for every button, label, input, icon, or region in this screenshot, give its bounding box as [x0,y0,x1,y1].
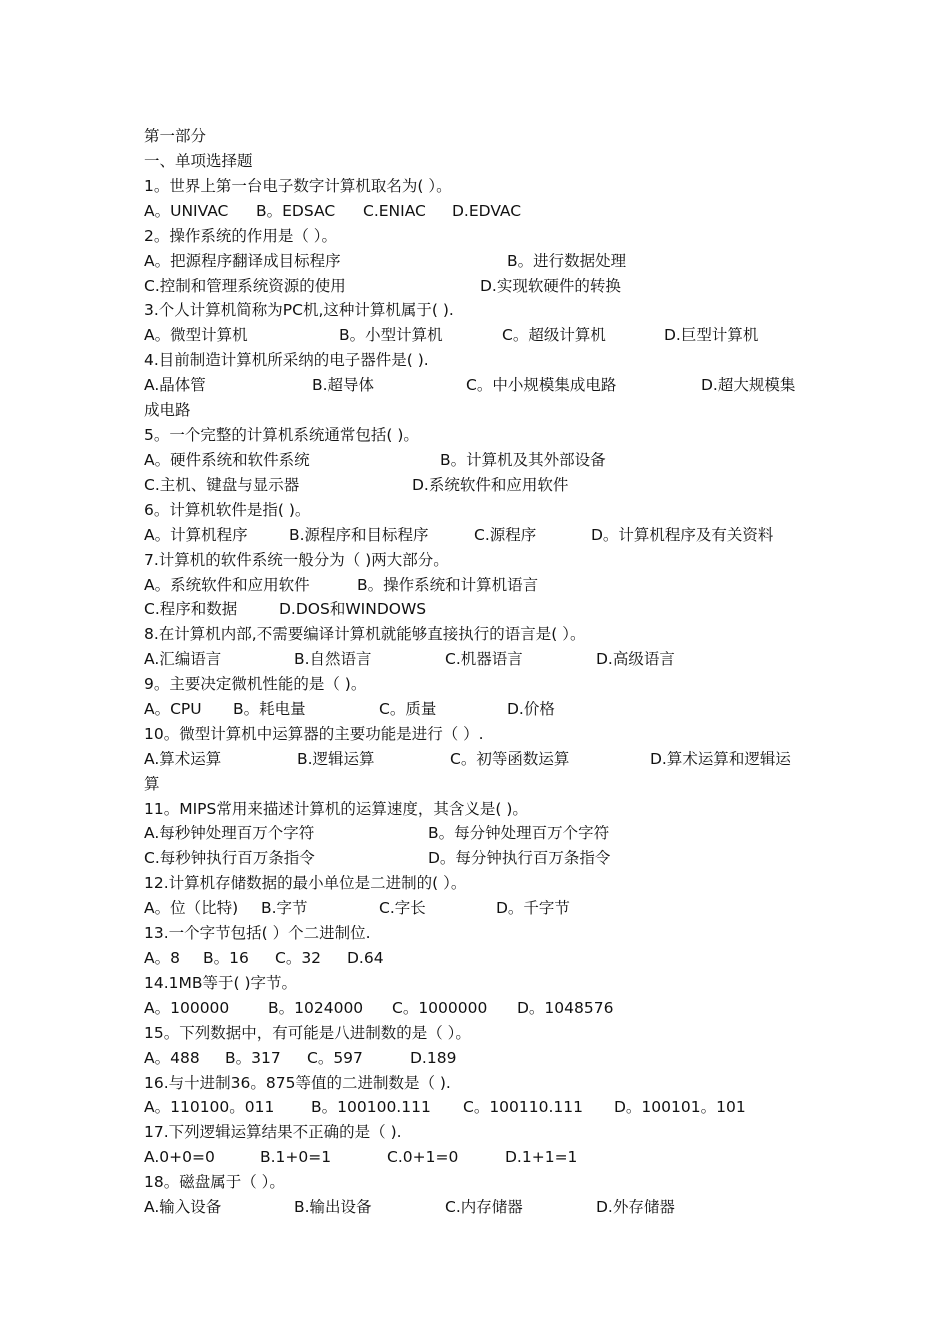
question-stem: 1。世界上第一台电子数字计算机取名为( ）。 [144,177,452,195]
question-stem: 2。操作系统的作用是（ ）。 [144,227,338,245]
option-b: B。317 [225,1049,281,1067]
option-d: D。100101。101 [614,1098,746,1116]
option-d: D。千字节 [496,899,570,917]
option-d: D.价格 [507,700,555,718]
option-d: D.DOS和WINDOWS [279,600,427,618]
question-stem: 4.目前制造计算机所采纳的电子器件是( ). [144,351,429,369]
option-b: B。计算机及其外部设备 [440,451,606,469]
question-stem: 14.1MB等于( )字节。 [144,974,298,992]
option-d: D.高级语言 [596,650,675,668]
option-b: B。进行数据处理 [507,252,627,270]
option-b: B.输出设备 [294,1198,372,1216]
option-d: D.1+1=1 [505,1148,578,1166]
option-b: B.超导体 [312,376,375,394]
option-a: A。位（比特) [144,899,239,917]
option-c: C.控制和管理系统资源的使用 [144,277,346,295]
option-b: B.1+0=1 [260,1148,332,1166]
option-d: D.实现软硬件的转换 [480,277,621,295]
option-b: B。小型计算机 [339,326,443,344]
option-b: B。耗电量 [233,700,306,718]
option-a: A.0+0=0 [144,1148,215,1166]
question-stem: 12.计算机存储数据的最小单位是二进制的( ）。 [144,874,467,892]
option-a: A。110100。011 [144,1098,275,1116]
question-stem: 18。磁盘属于（ ）。 [144,1173,285,1191]
option-a: A.汇编语言 [144,650,222,668]
option-b: B。每分钟处理百万个字符 [428,824,610,842]
option-a: A。系统软件和应用软件 [144,576,310,594]
option-a: A.每秒钟处理百万个字符 [144,824,315,842]
option-a: A.算术运算 [144,750,222,768]
option-d: D.外存储器 [596,1198,675,1216]
question-stem: 3.个人计算机简称为PC机,这种计算机属于( ). [144,301,454,319]
option-c: C。质量 [379,700,437,718]
question-stem: 8.在计算机内部,不需要编译计算机就能够直接执行的语言是( ）。 [144,625,586,643]
question-stem: 7.计算机的软件系统一般分为（ )两大部分。 [144,551,449,569]
question-stem: 10。微型计算机中运算器的主要功能是进行（ ）. [144,725,484,743]
option-c: C。超级计算机 [502,326,606,344]
option-b: B.字节 [261,899,308,917]
option-a: A.晶体管 [144,376,206,394]
option-c: C。中小规模集成电路 [466,376,617,394]
question-stem: 9。主要决定微机性能的是（ )。 [144,675,367,693]
option-wrap-text: 成电路 [144,401,191,419]
option-a: A.输入设备 [144,1198,222,1216]
question-stem: 6。计算机软件是指( )。 [144,501,311,519]
option-d: D.算术运算和逻辑运 [650,750,791,768]
option-d: D.189 [410,1049,457,1067]
option-c: C。100110.111 [463,1098,584,1116]
option-c: C.字长 [379,899,426,917]
option-a: A。8 [144,949,180,967]
option-d: D。1048576 [517,999,614,1017]
option-b: B。100100.111 [311,1098,431,1116]
option-d: D.EDVAC [452,202,522,220]
option-d: D。每分钟执行百万条指令 [428,849,611,867]
question-stem: 16.与十进制36。875等值的二进制数是（ ). [144,1074,451,1092]
question-stem: 17.下列逻辑运算结果不正确的是（ ). [144,1123,402,1141]
section-title: 第一部分 [144,127,207,145]
option-b: B。1024000 [268,999,364,1017]
option-a: A。把源程序翻译成目标程序 [144,252,341,270]
subsection-title: 一、单项选择题 [144,152,253,170]
option-d: D.超大规模集 [701,376,796,394]
question-stem: 15。下列数据中，有可能是八进制数的是（ ）。 [144,1024,471,1042]
option-c: C.每秒钟执行百万条指令 [144,849,315,867]
option-d: D.系统软件和应用软件 [412,476,569,494]
option-b: B.源程序和目标程序 [289,526,429,544]
option-d: D。计算机程序及有关资料 [591,526,774,544]
option-c: C.0+1=0 [387,1148,459,1166]
option-b: B。16 [203,949,249,967]
question-stem: 11。MIPS常用来描述计算机的运算速度，其含义是( )。 [144,800,528,818]
option-b: B。EDSAC [256,202,336,220]
option-a: A。硬件系统和软件系统 [144,451,310,469]
option-c: C.ENIAC [363,202,426,220]
option-c: C.内存储器 [445,1198,523,1216]
option-a: A。100000 [144,999,230,1017]
option-b: B。操作系统和计算机语言 [357,576,539,594]
option-c: C。32 [275,949,322,967]
option-b: B.逻辑运算 [297,750,375,768]
option-c: C。1000000 [392,999,488,1017]
option-c: C.源程序 [474,526,537,544]
option-c: C。初等函数运算 [450,750,570,768]
option-c: C。597 [307,1049,363,1067]
option-a: A。UNIVAC [144,202,229,220]
option-a: A。CPU [144,700,202,718]
option-a: A。488 [144,1049,200,1067]
option-c: C.程序和数据 [144,600,238,618]
option-d: D.64 [347,949,384,967]
question-stem: 5。一个完整的计算机系统通常包括( )。 [144,426,419,444]
question-stem: 13.一个字节包括( ）个二进制位. [144,924,371,942]
option-b: B.自然语言 [294,650,372,668]
option-a: A。计算机程序 [144,526,248,544]
option-d: D.巨型计算机 [664,326,759,344]
option-c: C.机器语言 [445,650,523,668]
option-wrap-text: 算 [144,775,160,793]
option-c: C.主机、键盘与显示器 [144,476,300,494]
option-a: A。微型计算机 [144,326,248,344]
